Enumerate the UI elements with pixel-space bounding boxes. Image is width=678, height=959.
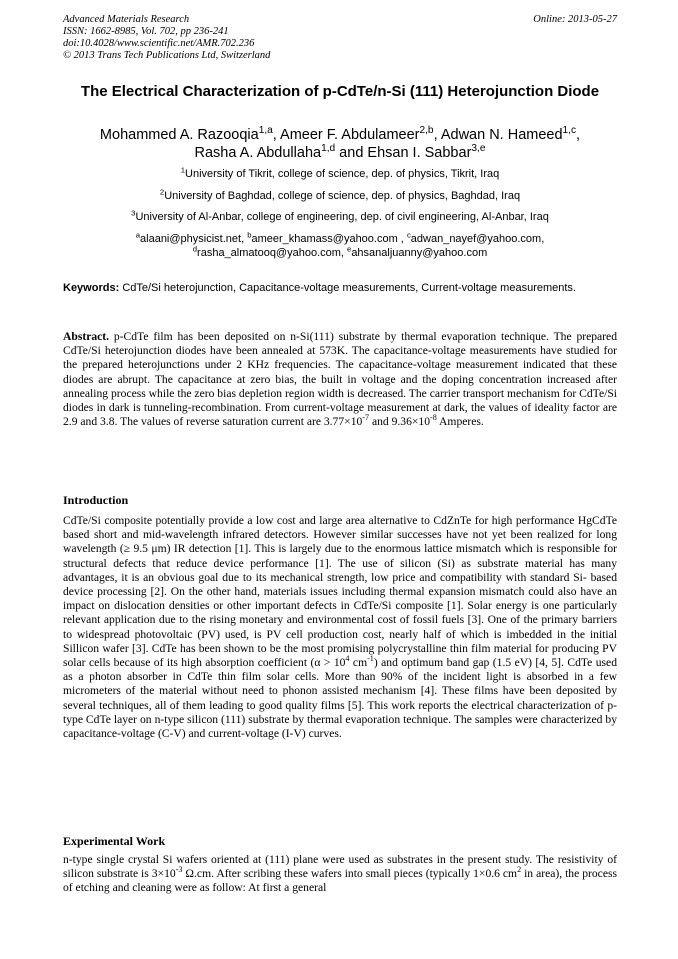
email: ahsanaljuanny@yahoo.com	[351, 247, 488, 259]
keywords-text: CdTe/Si heterojunction, Capacitance-voltage measurements, Current-voltage measurements.	[122, 282, 576, 294]
section-heading-introduction: Introduction	[63, 493, 129, 507]
section-heading-experimental: Experimental Work	[63, 834, 166, 848]
affiliation: $^3$University of Al-Anbar, college of engineering, dep. of civil engineering, Al-Anbar, Iraq	[131, 208, 549, 223]
keywords-label: Keywords:	[63, 282, 120, 294]
journal-copyright: © 2013 Trans Tech Publications Ltd, Switzerland	[63, 50, 271, 61]
email-list: $^a$alaani@physicist.net, $^b$ameer_khamass@yahoo.com , $^c$adwan_nayef@yahoo.com, $^d$rasha_almatooq@yahoo.com, $^e$ahsanaljuanny@yahoo.com	[135, 230, 545, 259]
author: Mohammed A. Razooqia$^{1,a}$,	[99, 125, 281, 143]
author: Ameer F. Abdulameer$^{2,b}$,	[280, 125, 441, 143]
online-date: Online: 2013-05-27	[533, 14, 617, 25]
introduction-paragraph: CdTe/Si composite potentially provide a low cost and large area alternative to CdZnTe for high performance HgCdTe based short and mid-wavelength infrared detectors. However similar successes have not yet been realized for long wavelength (≥ 9.5 μm) IR detection [1]. This is largely due to the enormous lattice mismatch which is responsible for structural defects that reduce device performance [1]. The use of silicon (Si) as substrate material has many advantages, it is an obvious goal due to its mechanical strength, low price and compatibility with standard Si- based device processing [2]. On the other hand, materials issues including thermal expansion mismatch could also have an impact on dislocation densities or other important defects in CdTe/Si composite [1]. Solar energy is one particularly relevant application due to the rising monetary and environmental cost of fossil fuels [3]. One of the primary barriers to widespread photovoltaic (PV) used, is PV cell production cost, nearly half of which is imbedded in the initial Sillicon wafer [3]. CdTe has been shown to be the most promising polycrystalline thin film material for producing PV solar cells because of its high absorption coefficient ($\alpha > 10^4$ $cm^{-1}$) and optimum band gap (1.5 eV) [4, 5]. CdTe used as a photon absorber in CdTe thin film solar cells. More than 90% of the incident light is absorbed in a few micrometers of the material without need to phonon assisted mechanism [4]. These films have been deposited by several techniques, all of them leading to good quality films [5]. This work reports the electrical characterization of p-type CdTe layer on n-type silicon (111) substrate by thermal evaporation technique. The samples were characterized by capacitance-voltage (C-V) and current-voltage (I-V) curves.	[63, 514, 618, 741]
journal-doi: doi:10.4028/www.scientific.net/AMR.702.236	[63, 38, 255, 49]
journal-header	[63, 14, 617, 62]
email: adwan_nayef@yahoo.com,	[410, 233, 545, 245]
affiliation: $^2$University of Baghdad, college of science, dep. of physics, Baghdad, Iraq	[159, 187, 521, 202]
keywords	[63, 281, 617, 295]
author-list	[63, 126, 617, 162]
email: rasha_almatooq@yahoo.com,	[197, 247, 348, 259]
abstract: Abstract. p-CdTe film has been deposited on n-Si(111) substrate by thermal evaporation technique. The prepared CdTe/Si heterojunction diodes have been annealed at 573K. The capacitance-voltage measurements have studied for the prepared heterojunctions under 2 KHz frequencies. The capacitance-voltage measurement indicated that these diodes are abrupt. The capacitance at zero bias, the built in voltage and the doping concentration increased after annealing process while the zero bias depletion region width is decreased. The carrier transport mechanism for CdTe/Si diodes in dark is tunneling-recombination. From current-voltage measurement at dark, the values of ideality factor are 2.9 and 3.8. The values of reverse saturation current are $3.77\times 10^{-7}$ and $9.36\times 10^{-8}$ Amperes.	[63, 330, 617, 429]
email: alaani@physicist.net,	[140, 233, 248, 245]
journal-name: Advanced Materials Research	[63, 14, 190, 25]
abstract-label: Abstract.	[63, 330, 110, 343]
email: ameer_khamass@yahoo.com ,	[251, 233, 407, 245]
experimental-paragraph: n-type single crystal Si wafers oriented at (111) plane were used as substrates in the present study. The resistivity of silicon substrate is $3\times 10^{-3}$ Ω.cm. After scribing these wafers into small pieces (typically 1×0.6 $cm^2$ in area), the process of etching and cleaning were as follow: At first a general	[63, 853, 617, 895]
author: Adwan N. Hameed$^{1,c}$,	[440, 125, 581, 143]
paper-title: The Electrical Characterization of p-CdTe/n-Si (111) Heterojunction Diode	[80, 83, 600, 100]
author: Ehsan I. Sabbar$^{3,e}$	[367, 143, 486, 161]
journal-issn: ISSN: 1662-8985, Vol. 702, pp 236-241	[63, 26, 229, 37]
affiliation: $^1$University of Tikrit, college of science, dep. of physics, Tikrit, Iraq	[180, 165, 500, 180]
author: Rasha A. Abdullaha$^{1,d}$ and	[194, 143, 368, 161]
